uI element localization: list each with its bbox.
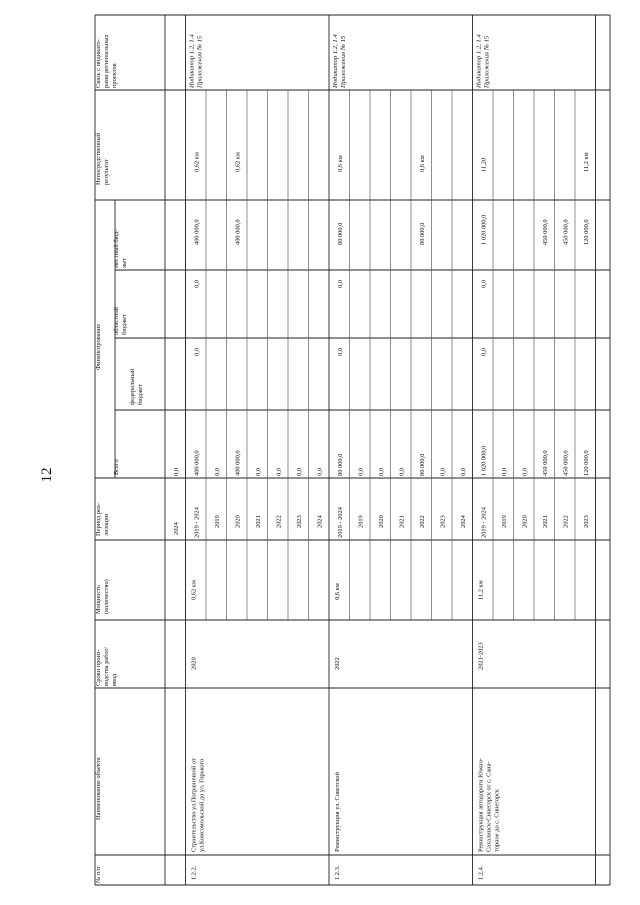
project-capacity: 11,2 км: [477, 580, 485, 600]
row-local: 400 000,0: [234, 219, 242, 245]
header-terms: водства работ/: [103, 646, 110, 686]
row-year: 2022: [562, 515, 570, 528]
project-link: Приложения № 15: [483, 35, 491, 88]
row-year: 2020: [377, 515, 385, 528]
row-year: 2024: [459, 515, 467, 528]
summary-local: 1 020 000,0: [480, 214, 488, 245]
project-name: Реконструкция автодороги Южно-: [477, 758, 485, 852]
row-local: 450 000,0: [562, 219, 570, 245]
project-term: 2022: [334, 657, 341, 670]
header-regional: бюджет: [121, 314, 128, 335]
row-year: 2023: [582, 515, 590, 528]
summary-result: 0,62 км: [193, 152, 201, 172]
header-financing: Финансирование: [95, 323, 102, 370]
row-total: 450 000,0: [541, 450, 549, 476]
row-total: 450 000,0: [562, 450, 570, 476]
row-total: 0,0: [459, 468, 467, 476]
summary-total: 1 020 000,0: [480, 445, 488, 476]
row-year: 2019: [500, 515, 508, 528]
table-grid: [95, 15, 610, 885]
summary-regional: 0,0: [336, 280, 344, 288]
row-total: 0,0: [377, 468, 385, 476]
summary-local: 400 000,0: [193, 219, 201, 245]
row-total: 0,0: [254, 468, 262, 476]
project-link: Индикатор 1.2, 1.4: [475, 34, 483, 88]
row-total: 0,0: [316, 468, 324, 476]
project-term: 2020: [190, 657, 198, 670]
header-period: лизации: [103, 513, 110, 536]
header-local: местный бюд-: [113, 229, 120, 268]
row-total: 0,0: [439, 468, 447, 476]
row-year: 2019: [213, 515, 221, 528]
summary-period: 2019 - 2024: [193, 507, 201, 538]
header-capacity: Мощность: [95, 585, 102, 614]
header-regional: областной: [113, 307, 120, 335]
project-link: Индикатор 1.2, 1.4: [332, 34, 339, 88]
row-result: 0,6 км: [418, 155, 426, 172]
row-year: 2021: [541, 515, 549, 528]
project-term: 2021-2023: [477, 642, 485, 670]
project-capacity: 0,6 км: [334, 583, 341, 600]
header-link: Связь с индикато-: [95, 39, 102, 88]
row-local: 450 000,0: [541, 219, 549, 245]
row-year: 2021: [254, 515, 262, 528]
row-total: 0,0: [275, 468, 283, 476]
row-total: 0,0: [213, 468, 221, 476]
project-name: Реконструкция ул. Советской: [334, 772, 341, 852]
row-total: 0,0: [295, 468, 303, 476]
header-period: Период реа-: [95, 502, 102, 536]
row-year: 2020: [521, 515, 529, 528]
header-name: Наименование объекта: [95, 757, 102, 820]
summary-federal: 0,0: [193, 348, 201, 356]
header-num: № п/п: [95, 866, 102, 883]
row-year: 2021: [398, 515, 406, 528]
header-local: жет: [121, 258, 128, 268]
row-total: 80 000,0: [418, 453, 426, 476]
row-year: 2023: [439, 515, 447, 528]
summary-result: 0,6 км: [336, 155, 344, 172]
summary-total: 400 000,0: [193, 450, 201, 476]
summary-result: 11,20: [480, 157, 488, 172]
page-number: 12: [39, 467, 55, 483]
row-year: 2022: [418, 515, 426, 528]
header-result: Непосредственный: [95, 132, 102, 185]
summary-total: 80 000,0: [336, 453, 344, 476]
project-name: Сахалинск-Синегорск от с. Сана-: [485, 761, 493, 852]
row-total: 400 000,0: [234, 450, 242, 476]
row-local: 80 000,0: [418, 222, 426, 245]
row-total: 0,0: [357, 468, 365, 476]
header-federal: федеральный: [129, 368, 136, 405]
header-total: Всего: [113, 459, 120, 475]
project-name: торное до с. Синегорск: [493, 788, 501, 852]
header-result: результат: [103, 159, 110, 185]
row-total: 0,0: [500, 468, 508, 476]
project-link: Индикатор 1.2, 1.4: [188, 34, 196, 88]
row-year: 2022: [275, 515, 283, 528]
table-text: [95, 34, 590, 883]
project-link: Приложения № 15: [196, 35, 204, 88]
project-num: 1.2.4.: [477, 865, 485, 880]
header-link: проектов: [111, 63, 118, 88]
summary-federal: 0,0: [336, 348, 344, 356]
summary-period: 2019 - 2024: [336, 507, 344, 538]
project-link: Приложения № 15: [340, 35, 347, 88]
summary-regional: 0,0: [193, 280, 201, 288]
summary-period: 2019 - 2024: [480, 507, 488, 538]
row-result: 11,2 км: [582, 152, 590, 172]
row-year: 2023: [295, 515, 303, 528]
row-total: 120 000,0: [582, 450, 590, 476]
row-year: 2020: [234, 515, 242, 528]
summary-local: 80 000,0: [336, 222, 344, 245]
header-capacity: (количество): [103, 579, 110, 614]
header-terms: ввод: [111, 673, 118, 686]
header-terms: Сроки произ-: [95, 649, 102, 686]
row-result: 0,62 км: [234, 152, 242, 172]
header-link: рами региональных: [103, 34, 110, 88]
row-local: 120 000,0: [582, 219, 590, 245]
project-name: Строительство ул.Пограничной от: [190, 758, 198, 852]
row-year: 2024: [316, 515, 324, 528]
project-num: 1.2.2.: [190, 865, 198, 880]
row-year: 2019: [357, 515, 365, 528]
project-num: 1.2.3.: [334, 865, 341, 880]
row-total: 0,0: [172, 468, 180, 476]
project-name: ул.Комсомольской до ул. Горького: [198, 758, 206, 852]
summary-federal: 0,0: [480, 348, 488, 356]
project-capacity: 0,62 км: [190, 580, 198, 600]
summary-regional: 0,0: [480, 280, 488, 288]
row-year: 2024: [172, 522, 180, 535]
header-federal: бюджет: [137, 384, 144, 405]
row-total: 0,0: [521, 468, 529, 476]
row-total: 0,0: [398, 468, 406, 476]
